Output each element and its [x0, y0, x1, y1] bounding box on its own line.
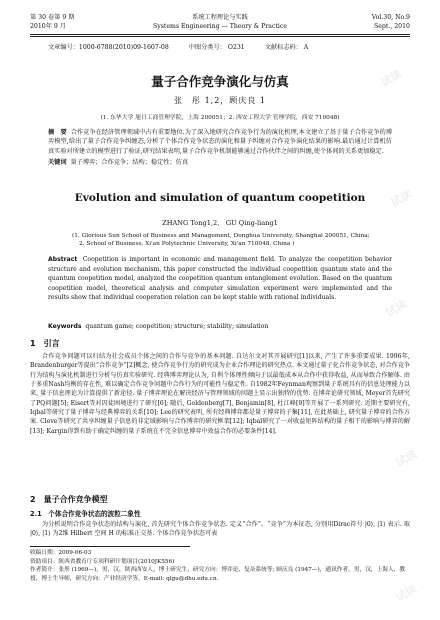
watermark: 试读: [393, 582, 420, 605]
section-1-body: 合作竞争问题可以归结为社会成员个体之间的合作与竞争的基本问题. 自达尔文对其开展研究[1]以来, 产生了许多重要成果. 1996年, Brandenburger等提出“合作竞争”[2]概念, 使合作竞争行为的研究成为企业合作理论的研究热点. 本文通过量子化合作竞争状态, 对合作竞争行为结构与演化机制进行分析与仿真实验研究. 经典博弈理论认为, 自利个体理性倾向于以最低成本从合作中获得收益, 从而导致合作解体. 由于多重Nash均衡的存在性, 难以确定合作竞争问题中合作行为的可能性与稳定性. 自1982年Feynman观察到量子系统具有的信息处理能力以来, 量子信息理论为计算提供了新途径. 量子博弈理论在解决经济与管理领域的问题上显示出独特的优势. 在博弈论研究领域, Meyer首先研究了PQ问题[5]; Eisert等对囚徒困境进行了研究[6]; 随后, Goldenberg[7], Benjamin[8], 杜江峰[9]等开展了一系列研究. 近期主要研究有, Iqbal等研究了量子博弈与经典博弈的关系[10]; Lee的研究表明, 所有经典博弈都是量子博弈的子集[11], 在此基础上, 研究量子博弈的合作方案. Cleve等研究了共享纠缠量子信息的非定域影响与合作博弈的研究框架[12]; Iqbal研究了一对收益矩阵结构的量子相干的影响与博弈的解[13]; Kargin得到有助于确定纠缠的量子系统在不完全信息博弈中效益合作的必要条件[14].: [30, 353, 410, 435]
abstract-en-label: Abstract: [48, 256, 78, 263]
subsection-2-1-heading: 2.1 个体合作竞争状态的波粒二象性: [30, 510, 141, 518]
volume-en: Vol.30, No.9: [371, 14, 410, 21]
keywords-cn-text: 量子博弈；合作竞争；结构；稳定性；仿真: [70, 159, 189, 166]
abstract-cn: [48, 128, 392, 156]
affiliation-en-1: (1. Glorious Sun School of Business and Management, Donghua University, Shanghai 200051, China;: [72, 233, 370, 239]
footnote-received: 收稿日期：2009-06-03: [30, 550, 92, 556]
footnote-rule: [30, 546, 190, 547]
footnote-funding: 资助项目：陕西省教育厅专项科研计划项目(2010JK556): [30, 558, 175, 565]
abstract-cn-label: 摘 要: [48, 129, 67, 136]
affiliation-cn: (1. 东华大学 旭日工商管理学院，上海 200051；2. 西安工程大学 管理学院，西安 710048): [100, 115, 340, 121]
section-2-heading: 2 量子合作竞争模型: [30, 495, 108, 504]
journal-title-cn: 系统工程理论与实践: [192, 14, 248, 21]
keywords-en-text: quantum game; coopetition; structure; stability; simulation: [85, 323, 269, 330]
affiliation-en: [72, 232, 392, 248]
watermark: 试读: [378, 67, 405, 90]
header-rule-thin: [30, 36, 410, 37]
clc-number: 中图分类号： O231: [188, 44, 245, 51]
date-cn: 2010年 9 月: [30, 23, 66, 30]
date-en: Sept., 2010: [374, 23, 410, 30]
keywords-en-label: Keywords: [48, 323, 82, 330]
abstract-cn-text: 合作竞争在经济管理领域中占有重要地位.为了深入地研究合作竞争行为的演化机理,本文建立了基于量子合作竞争的博弈模型,给出了量子合作竞争纠缠态,分析了个体合作竞争状态的演化和量子纠缠对合作竞争演化结果的影响.最后通过计算机仿真实验对所建立的模型进行了验证,研究结果表明,量子合作竞争机制能够通过合作伙伴之间的纠缠,使个体间的关系更加稳定.: [48, 129, 393, 155]
article-id: 文章编号：1000-6788(2010)09-1607-08: [48, 44, 169, 51]
keywords-cn-label: 关键词: [48, 159, 67, 166]
footnotes: [30, 549, 410, 583]
authors-en: ZHANG Tong1,2, GU Qing-liang1: [162, 219, 278, 227]
authors-cn: 张 彤 1,2，顾庆良 1: [174, 96, 266, 105]
document-code: 文献标志码： A: [264, 44, 309, 51]
footnote-author-info: 作者简介：张彤 (1969—)，男，汉，陕西西安人，博士研究生，研究方向：博弈论、复杂系统等; 顾庆良 (1947—)，通讯作者，男，汉，上海人，教授，博士生导师，研究方向：产业经济学等，E-mail: qlgu@dhu.edu.cn.: [30, 567, 406, 582]
keywords-cn: [48, 157, 392, 166]
header-rule: [30, 34, 410, 35]
title-en: Evolution and simulation of quantum coopetition: [74, 192, 366, 204]
watermark: 试读: [388, 187, 415, 210]
watermark: 试读: [383, 297, 410, 320]
volume-cn: 第 30 卷第 9 期: [30, 14, 75, 21]
journal-title-en: Systems Engineering — Theory & Practice: [152, 23, 288, 30]
section-2-body: 为分析说明合作竞争状态的结构与演化, 首先研究个体合作竞争状态. 定义“合作”、“竞争”为本征态, 分别用Dirac符号 |0⟩, |1⟩ 表示. 取 |0⟩, |1⟩ 为2维 Hilbert 空间 H 的标准正交基. 个体合作竞争状态可表: [30, 521, 410, 538]
article-meta: [48, 42, 410, 51]
watermark: 试读: [393, 447, 420, 470]
abstract-en-text: Coopetition is important in economic and management field. To analyze the coopetition behavior structure and evolution mechanism, this paper constructed the individual coopetition quantum state and the quantum coopetition model, analyzed the coopetition quantum entanglement evolution. Based on the quantum coopetition model, theoretical analysis and computer simulation experiment were implemented and the results show that individual cooperation relation can be kept stable with rational individuals.: [48, 256, 393, 302]
section-1-heading: 1 引言: [30, 339, 60, 348]
affiliation-en-2: 2. School of Business, Xi'an Polytechnic University, Xi'an 710048, China ): [79, 241, 295, 247]
abstract-en: [48, 255, 392, 303]
title-cn: 量子合作竞争演化与仿真: [151, 74, 289, 89]
keywords-en: [48, 323, 392, 330]
